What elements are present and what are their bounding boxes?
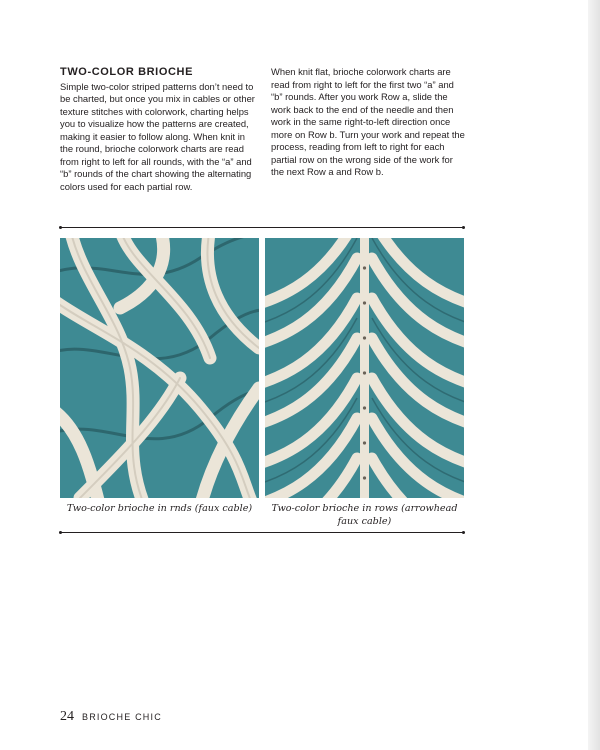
bottom-divider: [60, 532, 464, 533]
section-heading: TWO-COLOR BRIOCHE: [60, 66, 194, 78]
divider-dot-left: [59, 531, 62, 534]
faux-cable-swatch-image: [60, 238, 259, 498]
page-edge: [588, 0, 600, 750]
arrowhead-swatch-photo: [265, 238, 464, 498]
arrowhead-swatch-image: [265, 238, 464, 498]
figure-caption-right: Two-color brioche in rows (arrowhead faux cable): [271, 503, 458, 527]
right-column: [271, 66, 467, 179]
divider-dot-right: [462, 531, 465, 534]
left-column-text: Simple two-color striped patterns don’t need to be charted, but once you mix in cables or other texture stitches with colorwork, charting helps you to visualize how the patterns are created, making it easier to follow along. When knit in the round, brioche colorwork charts are read from right to left for all rounds, with the “a” and “b” rounds of the chart showing the alternating colors used for each partial row.: [60, 80, 255, 192]
faux-cable-swatch-photo: [60, 238, 259, 498]
right-column-text: When knit flat, brioche colorwork charts are read from right to left for the first two “a” and “b” rounds. After you work Row a, slide the work back to the end of the needle and then work in the same right-to-left direction once more on Row b. Turn your work and repeat the process, reading from left to right for each partial row on the wrong side of the work for the next Row a and Row b.: [271, 66, 465, 177]
divider-dot-right: [462, 226, 465, 229]
left-column: [60, 66, 260, 193]
page-number: 24: [60, 709, 74, 724]
running-head: BRIOCHE CHIC: [82, 712, 162, 722]
page-footer: [60, 709, 162, 725]
top-divider: [60, 227, 464, 228]
figure-caption-left: Two-color brioche in rnds (faux cable): [66, 503, 253, 514]
divider-dot-left: [59, 226, 62, 229]
